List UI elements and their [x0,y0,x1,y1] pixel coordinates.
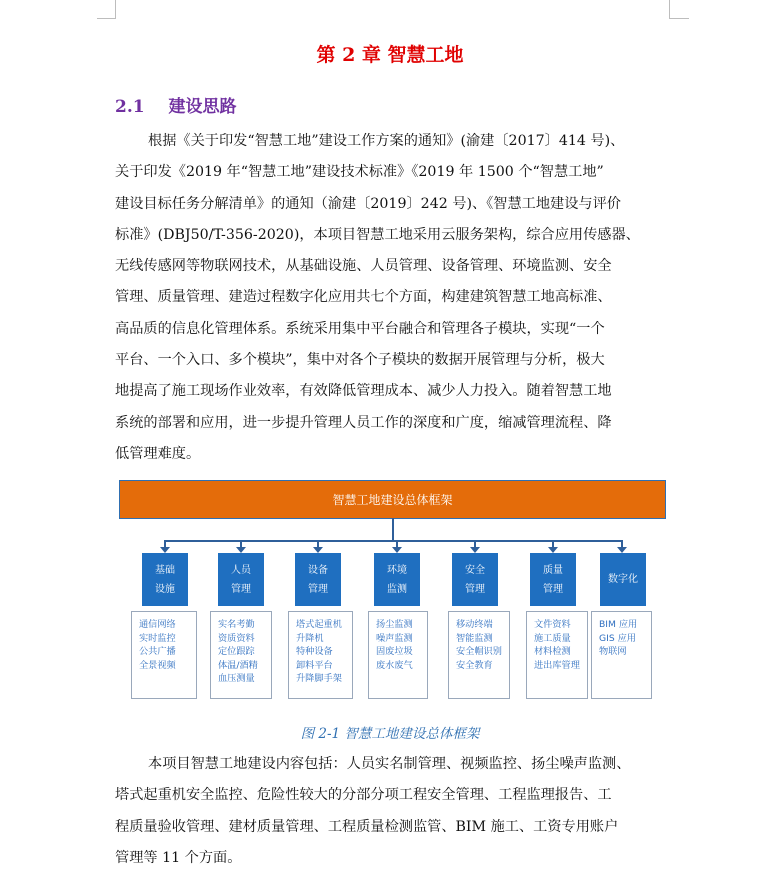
list-item: 废水废气 [376,659,413,671]
list-item: 进出库管理 [534,659,580,671]
text-line: 关于印发《2019 年“智慧工地”建设技术标准》《2019 年 1500 个“智慧工地” [115,164,604,181]
list-item: 移动终端 [456,619,493,630]
text-line: 管理、质量管理、建造过程数字化应用共七个方面，构建建筑智慧工地高标准、 [115,289,612,306]
list-item: 施工质量 [534,632,571,644]
text-line: 建设目标任务分解清单》的通知（渝建〔2019〕242 号)、《智慧工地建设与评价 [115,195,621,212]
category-box-equipment: 设备 管理 [295,553,341,606]
category-box-personnel: 人员 管理 [218,553,264,606]
category-box-environment: 环境 监测 [374,553,420,606]
detail-box-digitalization [591,611,652,699]
section-heading [115,92,237,117]
framework-title: 智慧工地建设总体框架 [332,493,453,507]
category-box-quality: 质量 管理 [530,553,576,606]
list-item: 文件资料 [534,619,571,630]
detail-box-equipment [288,611,353,699]
text-line: 管理等 11 个方面。 [115,849,242,866]
text-line: 本项目智慧工地建设内容包括：人员实名制管理、视频监控、扬尘噪声监测、 [148,756,631,772]
connector-line [392,518,394,540]
list-item: BIM 应用 [599,619,638,630]
text-line: 根据《关于印发“智慧工地”建设工作方案的通知》(渝建〔2017〕414 号)、 [148,133,625,149]
chapter-title: 第 2 章 智慧工地 [316,44,464,66]
category-box-infrastructure: 基础 设施 [142,553,188,606]
list-item: 智能监测 [456,632,493,644]
detail-box-personnel [210,611,272,699]
text-line: 高品质的信息化管理体系。系统采用集中平台融合和管理各子模块，实现“一个 [115,320,605,337]
list-item: 公共广播 [139,646,176,658]
list-item: 固废垃圾 [376,646,413,658]
text-line: 地提高了施工现场作业效率，有效降低管理成本、减少人力投入。随着智慧工地 [115,383,612,400]
text-line: 程质量验收管理、建材质量管理、工程质量检测监管、BIM 施工、工资专用账户 [115,818,619,835]
text-line: 塔式起重机安全监控、危险性较大的分部分项工程安全管理、工程监理报告、工 [115,787,612,804]
text-line: 标准》(DBJ50/T-356-2020)，本项目智慧工地采用云服务架构，综合应用传感器、 [115,226,640,243]
list-item: 定位跟踪 [218,646,255,658]
section-title: 建设思路 [168,97,237,117]
section-number: 2.1 [115,97,145,117]
list-item: 安全教育 [456,659,493,671]
list-item: 实时监控 [139,632,176,644]
list-item: 特种设备 [296,646,333,658]
list-item: 实名考勤 [218,619,255,630]
text-line: 平台、一个入口、多个模块”，集中对各个子模块的数据开展管理与分析，极大 [115,352,605,369]
list-item: 扬尘监测 [376,619,413,630]
detail-box-infrastructure [131,611,197,699]
category-box-digitalization: 数字化 [600,553,646,606]
figure-caption: 图 2-1 智慧工地建设总体框架 [300,726,480,742]
detail-box-safety [448,611,510,699]
list-item: 安全帽识别 [456,646,502,658]
list-item: 物联网 [599,646,627,658]
list-item: 资质资料 [218,632,255,644]
list-item: 卸料平台 [296,659,333,671]
text-line: 系统的部署和应用，进一步提升管理人员工作的深度和广度，缩减管理流程、降 [115,414,612,431]
paragraph-approach [115,126,668,470]
list-item: 塔式起重机 [296,619,342,630]
framework-title-bar [119,480,666,519]
category-box-safety: 安全 管理 [452,553,498,606]
list-item: 全景视频 [139,659,176,671]
detail-box-quality [526,611,588,699]
list-item: 血压测量 [218,673,255,685]
text-line: 无线传感网等物联网技术，从基础设施、人员管理、设备管理、环境监测、安全 [115,258,612,275]
list-item: 通信网络 [139,619,176,630]
list-item: 升降机 [296,632,324,644]
list-item: 噪声监测 [376,632,413,644]
list-item: GIS 应用 [599,632,636,644]
framework-diagram [119,480,666,706]
text-line: 低管理难度。 [115,445,201,462]
list-item: 材料检测 [534,646,571,658]
paragraph-scope [115,749,668,874]
list-item: 体温/酒精 [218,659,258,671]
detail-box-environment [368,611,428,699]
list-item: 升降脚手架 [296,673,342,685]
